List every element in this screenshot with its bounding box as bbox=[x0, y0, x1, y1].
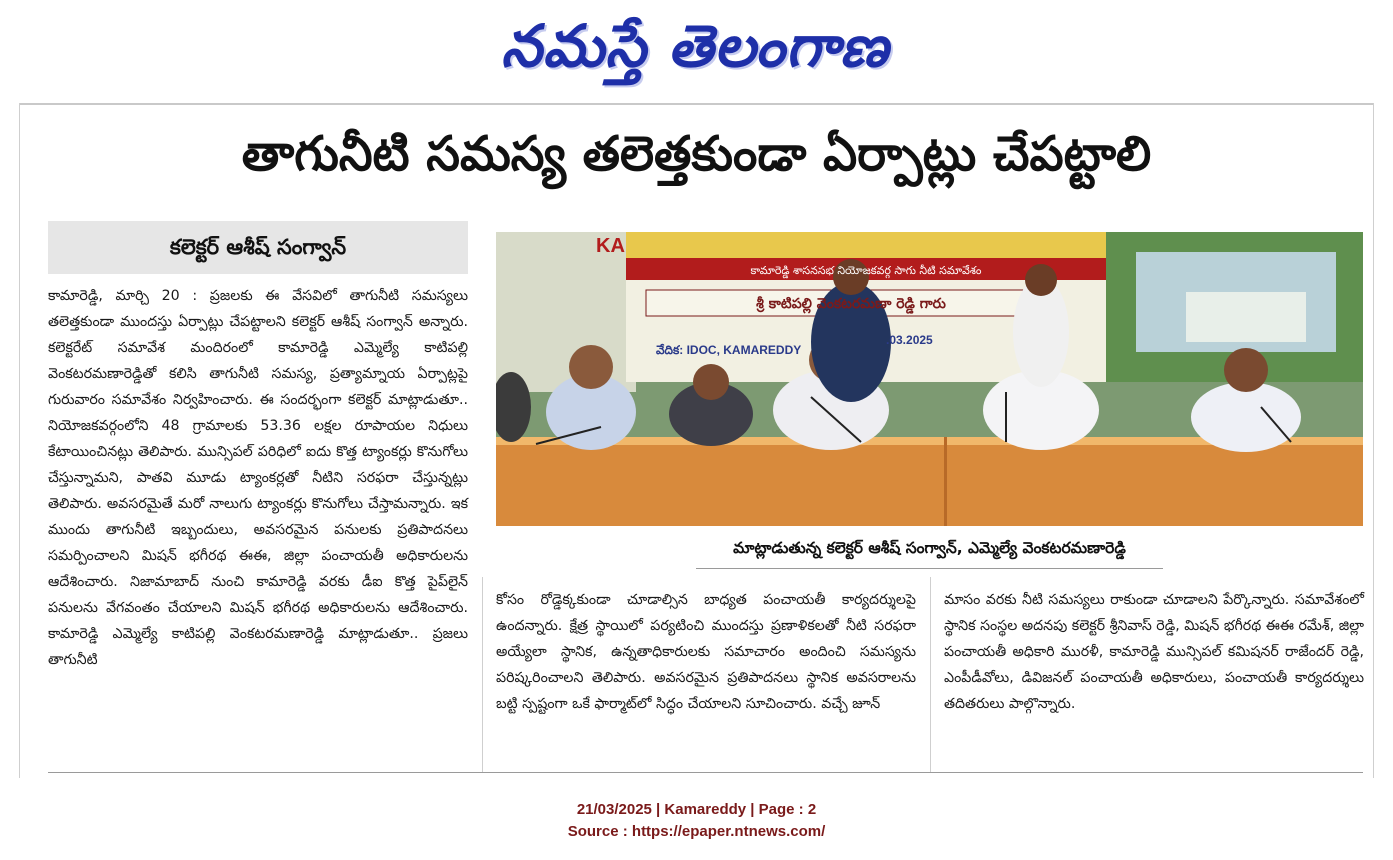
column-divider bbox=[930, 577, 931, 772]
page-right-border bbox=[1373, 103, 1374, 778]
masthead bbox=[0, 0, 1393, 100]
footer-date-line: 21/03/2025 | Kamareddy | Page : 2 bbox=[576, 801, 817, 818]
article-bottom-rule bbox=[48, 772, 1363, 773]
caption-underline bbox=[696, 568, 1163, 569]
masthead-divider bbox=[20, 103, 1373, 105]
article-column-2 bbox=[496, 587, 916, 767]
page-left-border bbox=[19, 103, 20, 778]
article-headline: తాగునీటి సమస్య తలెత్తకుండా ఏర్పాట్లు చేపట్టాలి bbox=[241, 126, 1152, 182]
banner-date-text: .03.2025 bbox=[886, 333, 933, 347]
column-2-text: కోసం రోడ్డెక్కకుండా చూడాల్సిన బాధ్యత పంచాయతీ కార్యదర్శులపై ఉందన్నారు. క్షేత్ర స్థాయిలో పర్యటించి ముందస్తు ప్రణాళికలతో నీటి సరఫరా అయ్యేలా స్థానిక, ఉన్నతాధికారులకు సమాచారం అందించి సమస్యను పరిష్కరించాలని తెలిపారు. అవసరమైన ప్రతిపాదనలు స్థానిక అవసరాలను బట్టి స్పష్టంగా ఒకే ఫార్మాట్‌లో సిద్ధం చేయాలని సూచించారు. వచ్చే జూన్ bbox=[496, 592, 916, 712]
footer-source-line: Source : https://epaper.ntnews.com/ bbox=[567, 823, 826, 840]
meeting-photo bbox=[496, 232, 1363, 526]
column-divider bbox=[482, 577, 483, 772]
photo-caption: మాట్లాడుతున్న కలెక్టర్ ఆశీష్ సంగ్వాన్, ఎమ్మెల్యే వెంకటరమణారెడ్డి bbox=[733, 539, 1126, 557]
column-3-text: మాసం వరకు నీటి సమస్యలు రాకుండా చూడాలని పేర్కొన్నారు. సమావేశంలో స్థానిక సంస్థల అదనపు కలెక్టర్ శ్రీనివాస్ రెడ్డి, మిషన్ భగీరథ ఈఈ రమేశ్, జిల్లా పంచాయతీ అధికారి మురళీ, కామారెడ్డి మున్సిపల్ కమిషనర్ రాజేందర్ రెడ్డి, ఎంపీడీవోలు, డివిజనల్ పంచాయతీ అధికారులు, పంచాయతీ కార్యదర్శులు తదితరులు పాల్గొన్నారు. bbox=[944, 592, 1364, 712]
banner-venue-text: వేదిక: IDOC, KAMAREDDY bbox=[656, 343, 802, 357]
banner-name-text: శ్రీ కాటిపల్లి వెంకటరమణా రెడ్డి గారు bbox=[756, 296, 946, 312]
article-column-3 bbox=[944, 587, 1364, 767]
column-1-text: కామారెడ్డి, మార్చి 20 : ప్రజలకు ఈ వేసవిలో తాగునీటి సమస్యలు తలెత్తకుండా ముందస్తు ఏర్పాట్లు చేపట్టాలని కలెక్టర్ ఆశీష్ సంగ్వాన్ అన్నారు. కలెక్టరేట్ సమావేశ మందిరంలో కామారెడ్డి ఎమ్మెల్యే కాటిపల్లి వెంకటరమణారెడ్డితో కలిసి తాగునీటి సమస్య, ప్రత్యామ్నాయ ఏర్పాట్లపై గురువారం సమావేశం నిర్వహించారు. ఈ సందర్భంగా కలెక్టర్ మాట్లాడుతూ.. నియోజకవర్గంలోని 48 గ్రామాలకు 53.36 లక్షల రూపాయల నిధులు కేటాయించినట్లు తెలిపారు. మున్సిపల్ పరిధిలో ఐదు కొత్త ట్యాంకర్లు కొనుగోలు చేస్తున్నామని, పాతవి మూడు ట్యాంకర్లతో నీటిని సరఫరా చేస్తున్నట్లు తెలిపారు. అవసరమైతే మరో నాలుగు ట్యాంకర్లు కొనుగోలు చేస్తామన్నారు. ఇక ముందు తాగునీటి ఇబ్బందులు, అవసరమైన పనులకు ప్రతిపాదనలు సమర్పించాలని మిషన్ భగీరథ ఈఈ, జిల్లా పంచాయతీ అధికారులను ఆదేశించారు. నిజామాబాద్ నుంచి కామారెడ్డి వరకు డీఐ కొత్త పైప్‌లైన్ పనులను వేగవంతం చేయాలని మిషన్ భగీరథ అధికారులను ఆదేశించారు. కామారెడ్డి ఎమ్మెల్యే కాటిపల్లి వెంకటరమణారెడ్డి మాట్లాడుతూ.. ప్రజలు తాగునీటి bbox=[48, 288, 468, 668]
newspaper-logo: నమస్తే తెలంగాణ bbox=[501, 12, 889, 80]
banner-top-text: కామారెడ్డి శాసనసభ నియోజకవర్గ సాగు నీటి సమావేశం bbox=[750, 264, 982, 277]
article-photo bbox=[496, 232, 1363, 526]
banner-left-text: KA bbox=[596, 235, 625, 257]
article-column-1 bbox=[48, 283, 468, 763]
article-byline: కలెక్టర్ ఆశీష్ సంగ్వాన్ bbox=[48, 221, 468, 274]
